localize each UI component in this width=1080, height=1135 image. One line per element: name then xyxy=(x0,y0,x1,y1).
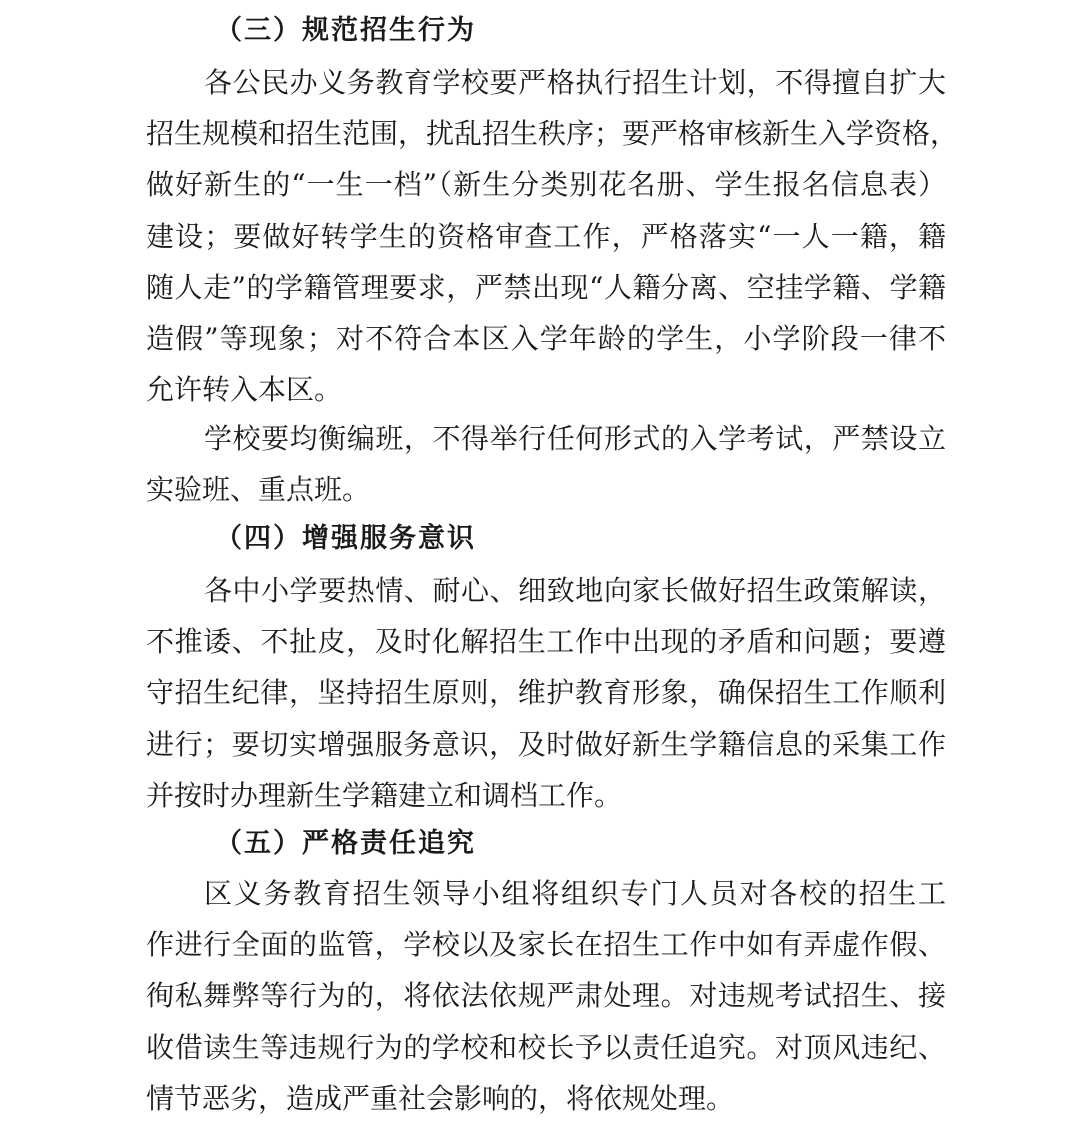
section-heading-3: （三）规范招生行为 xyxy=(215,15,476,46)
text-line: 情节恶劣，造成严重社会影响的，将依规处理。 xyxy=(146,1081,735,1115)
text-line: 实验班、重点班。 xyxy=(146,473,371,507)
text-line: 徇私舞弊等行为的，将依法依规严肃处理。对违规考试招生、接 xyxy=(146,979,946,1013)
text-line: 守招生纪律，坚持招生原则，维护教育形象，确保招生工作顺利 xyxy=(146,676,946,710)
text-line: 各中小学要热情、耐心、细致地向家长做好招生政策解读， xyxy=(204,574,946,607)
text-line: 允许转入本区。 xyxy=(146,373,343,407)
text-line: 造假”等现象；对不符合本区入学年龄的学生，小学阶段一律不 xyxy=(146,321,946,355)
text-line: 建设；要做好转学生的资格审查工作，严格落实“一人一籍，籍 xyxy=(146,219,946,253)
text-line: 各公民办义务教育学校要严格执行招生计划，不得擅自扩大 xyxy=(204,66,946,99)
paragraph-3-2 xyxy=(146,413,946,515)
text-line: 做好新生的“一生一档”（新生分类别花名册、学生报名信息表） xyxy=(146,168,946,202)
text-line: 作进行全面的监管，学校以及家长在招生工作中如有弄虚作假、 xyxy=(146,928,946,962)
text-line: 并按时办理新生学籍建立和调档工作。 xyxy=(146,778,623,812)
text-line: 收借读生等违规行为的学校和校长予以责任追究。对顶风违纪、 xyxy=(146,1030,946,1064)
text-line: 学校要均衡编班，不得举行任何形式的入学考试，严禁设立 xyxy=(204,422,946,455)
text-line: 进行；要切实增强服务意识，及时做好新生学籍信息的采集工作 xyxy=(146,727,946,761)
paragraph-3-1 xyxy=(146,57,959,415)
paragraph-5-1 xyxy=(146,868,946,1124)
section-heading-4: （四）增强服务意识 xyxy=(215,523,476,554)
text-line: 区义务教育招生领导小组将组织专门人员对各校的招生工 xyxy=(204,877,946,910)
text-line: 招生规模和招生范围，扰乱招生秩序；要严格审核新生入学资格， xyxy=(146,117,959,151)
text-line: 不推诿、不扯皮，及时化解招生工作中出现的矛盾和问题；要遵 xyxy=(146,625,946,659)
paragraph-4-1 xyxy=(146,565,946,821)
section-heading-5: （五）严格责任追究 xyxy=(215,828,476,859)
text-line: 随人走”的学籍管理要求，严禁出现“人籍分离、空挂学籍、学籍 xyxy=(146,270,946,304)
